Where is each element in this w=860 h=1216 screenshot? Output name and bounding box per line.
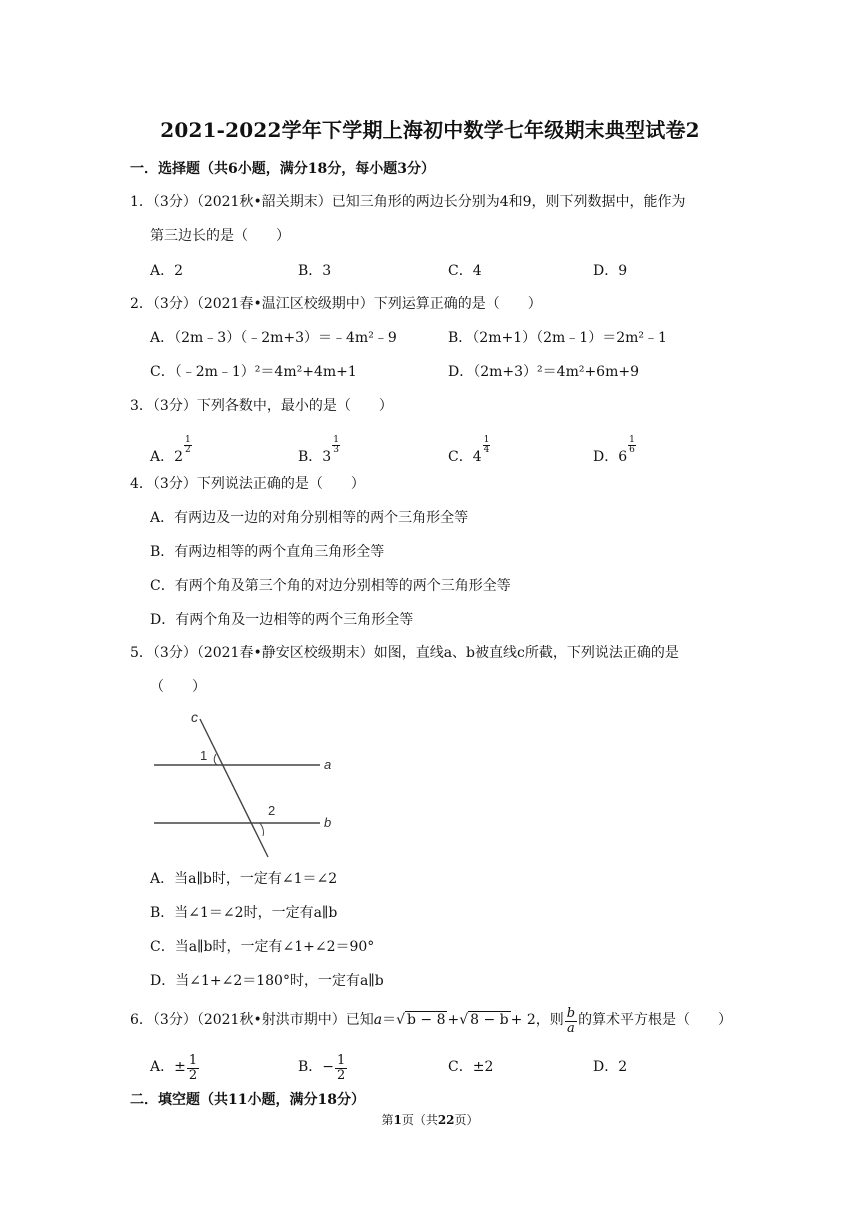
exponent-denominator: 6 xyxy=(629,445,635,455)
question-1-stem-cont: 第三边长的是（ ） xyxy=(150,228,290,244)
question-3-option-a xyxy=(150,436,192,466)
question-3-option-b xyxy=(298,436,340,466)
footer-suffix: 页） xyxy=(454,1113,479,1127)
section-heading-fill: 二．填空题（共11小题，满分18分） xyxy=(130,1092,365,1108)
exponent-numerator: 1 xyxy=(629,435,635,445)
question-3-option-c xyxy=(448,436,490,466)
option-label: A． xyxy=(150,449,175,465)
angle-1-arc xyxy=(214,754,217,765)
label-angle-1: 1 xyxy=(200,748,208,763)
q6-stem-prefix: 6．（3分）（2021秋•射洪市期中）已知 xyxy=(130,1012,374,1028)
question-2-stem: 2．（3分）（2021春•温江区校级期中）下列运算正确的是（ ） xyxy=(130,296,542,312)
option-label: B．− xyxy=(298,1059,335,1075)
question-4-option-b: B．有两边相等的两个直角三角形全等 xyxy=(150,544,385,560)
sqrt-expression-1: √ b − 8 xyxy=(396,1012,446,1028)
option-fraction xyxy=(187,1054,199,1083)
fraction-numerator: 1 xyxy=(188,1053,198,1068)
q6-stem-suffix: 的算术平方根是（ ） xyxy=(578,1012,733,1028)
question-2-option-c: C．（﹣2m﹣1）²＝4m²+4m+1 xyxy=(150,364,357,380)
question-2-option-b: B．（2m+1）（2m﹣1）＝2m²﹣1 xyxy=(448,330,667,346)
label-a: a xyxy=(324,757,332,772)
question-6-option-a xyxy=(150,1054,200,1083)
exponent-denominator: 3 xyxy=(333,445,339,455)
radicand-2: 8 − b xyxy=(470,1012,509,1028)
q6-plus: + xyxy=(447,1012,460,1028)
parallel-lines-figure xyxy=(148,705,348,865)
footer-mid: 页（共 xyxy=(401,1113,438,1127)
option-label: A．± xyxy=(150,1059,186,1075)
option-label: B． xyxy=(298,449,323,465)
option-label: C． xyxy=(448,449,473,465)
fraction-denominator: 2 xyxy=(337,1068,346,1083)
q6-var-a: a xyxy=(373,1012,383,1028)
fraction-numerator: b xyxy=(566,1006,576,1021)
question-5-stem-cont: （ ） xyxy=(150,679,206,695)
question-2-option-a: A．（2m﹣3）（﹣2m+3）＝﹣4m²﹣9 xyxy=(150,330,397,346)
page-title: 2021-2022学年下学期上海初中数学七年级期末典型试卷2 xyxy=(160,118,700,142)
angle-2-arc xyxy=(260,823,264,836)
footer-total-pages: 22 xyxy=(437,1113,455,1127)
exponent-numerator: 1 xyxy=(185,435,191,445)
question-5-option-c: C．当a∥b时，一定有∠1+∠2＝90° xyxy=(150,939,375,955)
fraction-exponent xyxy=(483,436,491,455)
question-5-option-d: D．当∠1+∠2＝180°时，一定有a∥b xyxy=(150,973,384,989)
fraction-denominator: 2 xyxy=(188,1068,198,1083)
q6-tail: + 2，则 xyxy=(510,1012,564,1028)
q6-equals: ＝ xyxy=(382,1012,397,1028)
section-heading-choice: 一．选择题（共6小题，满分18分，每小题3分） xyxy=(130,161,435,177)
question-6-option-d: D．2 xyxy=(593,1059,628,1075)
question-6-stem xyxy=(130,1007,732,1036)
line-c xyxy=(200,719,268,857)
question-1-option-b: B．3 xyxy=(298,263,332,279)
page-footer xyxy=(0,1111,860,1128)
label-b: b xyxy=(324,815,332,830)
question-4-option-a: A．有两边及一边的对角分别相等的两个三角形全等 xyxy=(150,510,469,526)
parallel-lines-diagram xyxy=(148,705,348,865)
question-4-option-c: C．有两个角及第三个角的对边分别相等的两个三角形全等 xyxy=(150,578,511,594)
question-6-option-b xyxy=(298,1054,348,1083)
question-1-stem: 1．（3分）（2021秋•韶关期末）已知三角形的两边长分别为4和9，则下列数据中，能作为 xyxy=(130,194,686,210)
option-fraction xyxy=(335,1054,347,1083)
footer-page-number: 1 xyxy=(393,1113,402,1127)
exponent-denominator: 2 xyxy=(185,445,191,455)
exponent-numerator: 1 xyxy=(483,435,490,445)
label-c: c xyxy=(191,709,198,725)
fraction-b-over-a xyxy=(565,1007,577,1036)
power-base: 3 xyxy=(322,449,332,465)
exponent-numerator: 1 xyxy=(333,435,339,445)
exponent-denominator: 4 xyxy=(483,445,490,455)
fraction-exponent xyxy=(628,436,636,455)
question-1-option-a: A．2 xyxy=(150,263,184,279)
sqrt-expression-2: √ 8 − b xyxy=(459,1012,509,1028)
fraction-numerator: 1 xyxy=(337,1053,346,1068)
question-2-option-d: D．（2m+3）²＝4m²+6m+9 xyxy=(448,364,640,380)
fraction-exponent xyxy=(184,436,192,455)
question-3-stem: 3．（3分）下列各数中，最小的是（ ） xyxy=(130,398,393,414)
question-1-option-d: D．9 xyxy=(593,263,628,279)
radicand-1: b − 8 xyxy=(406,1012,446,1028)
fraction-denominator: a xyxy=(567,1021,575,1036)
power-base: 4 xyxy=(472,449,482,465)
question-5-option-b: B．当∠1＝∠2时，一定有a∥b xyxy=(150,905,338,921)
label-angle-2: 2 xyxy=(268,803,276,818)
question-5-stem: 5．（3分）（2021春•静安区校级期末）如图，直线a、b被直线c所截，下列说法正确的是 xyxy=(130,645,679,661)
question-5-option-a: A．当a∥b时，一定有∠1＝∠2 xyxy=(150,871,338,887)
question-1-option-c: C．4 xyxy=(448,263,482,279)
question-6-option-c: C．±2 xyxy=(448,1059,494,1075)
question-3-option-d xyxy=(593,436,636,466)
question-4-option-d: D．有两个角及一边相等的两个三角形全等 xyxy=(150,612,414,628)
option-label: D． xyxy=(593,449,619,465)
fraction-exponent xyxy=(332,436,340,455)
question-4-stem: 4．（3分）下列说法正确的是（ ） xyxy=(130,476,365,492)
power-base: 6 xyxy=(618,449,628,465)
footer-prefix: 第 xyxy=(381,1113,394,1127)
power-base: 2 xyxy=(174,449,184,465)
